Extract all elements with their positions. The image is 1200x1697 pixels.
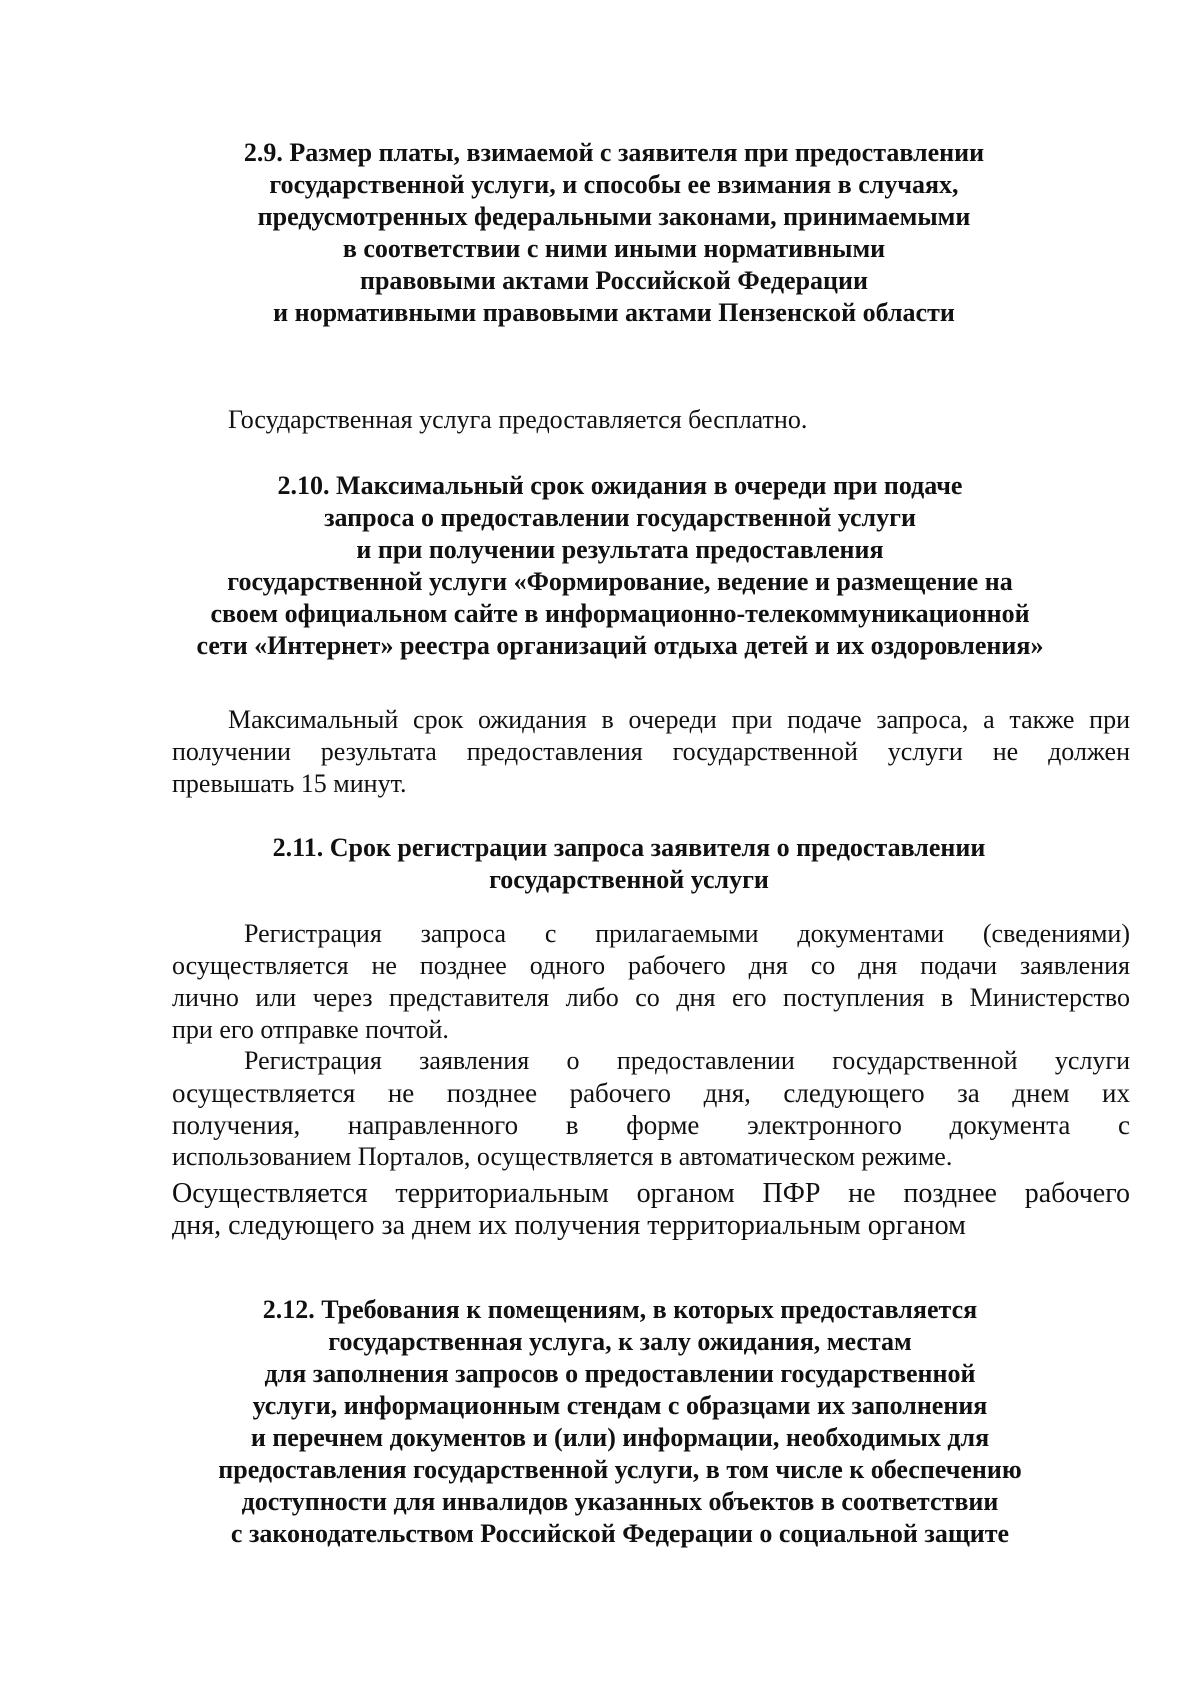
heading-line: 2.10. Максимальный срок ожидания в очереди при подаче [277, 471, 963, 500]
section-2-9-heading [0, 137, 1200, 329]
section-2-12-heading [0, 1294, 1200, 1550]
heading-line: доступности для инвалидов указанных объектов в соответствии [241, 1487, 999, 1516]
section-2-11-paragraph-2 [172, 1045, 1130, 1173]
body-line: получении результата предоставления государственной услуги не должен [172, 737, 1130, 766]
body-line: лично или через представителя либо со дня его поступления в Министерство [172, 983, 1130, 1012]
section-2-10-heading [0, 470, 1200, 662]
heading-line: государственной услуги [489, 865, 769, 894]
body-line: превышать 15 минут. [172, 769, 407, 798]
section-2-11-paragraph-3 [172, 1178, 1130, 1242]
body-line: использованием Порталов, осуществляется в автоматическом режиме. [172, 1142, 953, 1171]
body-line: Регистрация запроса с прилагаемыми документами (сведениями) [244, 919, 1130, 948]
heading-line: и перечнем документов и (или) информации, необходимых для [250, 1423, 990, 1452]
heading-line: государственной услуги, и способы ее взимания в случаях, [269, 170, 959, 199]
heading-line: и нормативными правовыми актами Пензенской области [273, 298, 955, 327]
body-line: осуществляется не позднее рабочего дня, следующего за днем их [172, 1078, 1130, 1108]
body-line: получения, направленного в форме электронного документа с [172, 1110, 1130, 1140]
heading-line: правовыми актами Российской Федерации [359, 266, 868, 295]
section-2-11-paragraph-1 [172, 918, 1130, 1046]
heading-line: 2.9. Размер платы, взимаемой с заявителя при предоставлении [243, 138, 985, 167]
heading-line: 2.11. Срок регистрации запроса заявителя о предоставлении [272, 833, 986, 862]
heading-line: государственной услуги «Формирование, ведение и размещение на [227, 567, 1013, 596]
heading-line: и при получении результата предоставления [356, 535, 884, 564]
heading-line: запроса о предоставлении государственной услуги [324, 503, 916, 532]
section-2-10-body [172, 704, 1130, 800]
body-line: Регистрация заявления о предоставлении государственной услуги [244, 1046, 1130, 1075]
body-line: при его отправке почтой. [172, 1015, 449, 1044]
body-line: Осуществляется территориальным органом ПФР не позднее рабочего [172, 1178, 1130, 1209]
heading-line: сети «Интернет» реестра организаций отдыха детей и их оздоровления» [196, 631, 1044, 660]
heading-line: своем официальном сайте в информационно-телекоммуникационной [210, 599, 1030, 628]
heading-line: с законодательством Российской Федерации о социальной защите [230, 1519, 1010, 1548]
heading-line: услуги, информационным стендам с образцами их заполнения [252, 1391, 988, 1420]
body-line: осуществляется не позднее одного рабочего дня со дня подачи заявления [172, 951, 1130, 980]
heading-line: 2.12. Требования к помещениям, в которых предоставляется [262, 1295, 978, 1324]
body-line: Максимальный срок ожидания в очереди при подаче запроса, а также при [228, 705, 1130, 734]
section-2-9-body: Государственная услуга предоставляется бесплатно. [228, 405, 808, 434]
heading-line: для заполнения запросов о предоставлении государственной [264, 1359, 976, 1388]
heading-line: в соответствии с ними иными нормативными [342, 234, 886, 263]
heading-line: предоставления государственной услуги, в том числе к обеспечению [218, 1455, 1022, 1484]
heading-line: предусмотренных федеральными законами, принимаемыми [257, 202, 971, 231]
section-2-11-heading [0, 832, 1200, 896]
heading-line: государственная услуга, к залу ожидания, местам [328, 1327, 912, 1356]
body-line: дня, следующего за днем их получения территориальным органом [172, 1210, 966, 1241]
